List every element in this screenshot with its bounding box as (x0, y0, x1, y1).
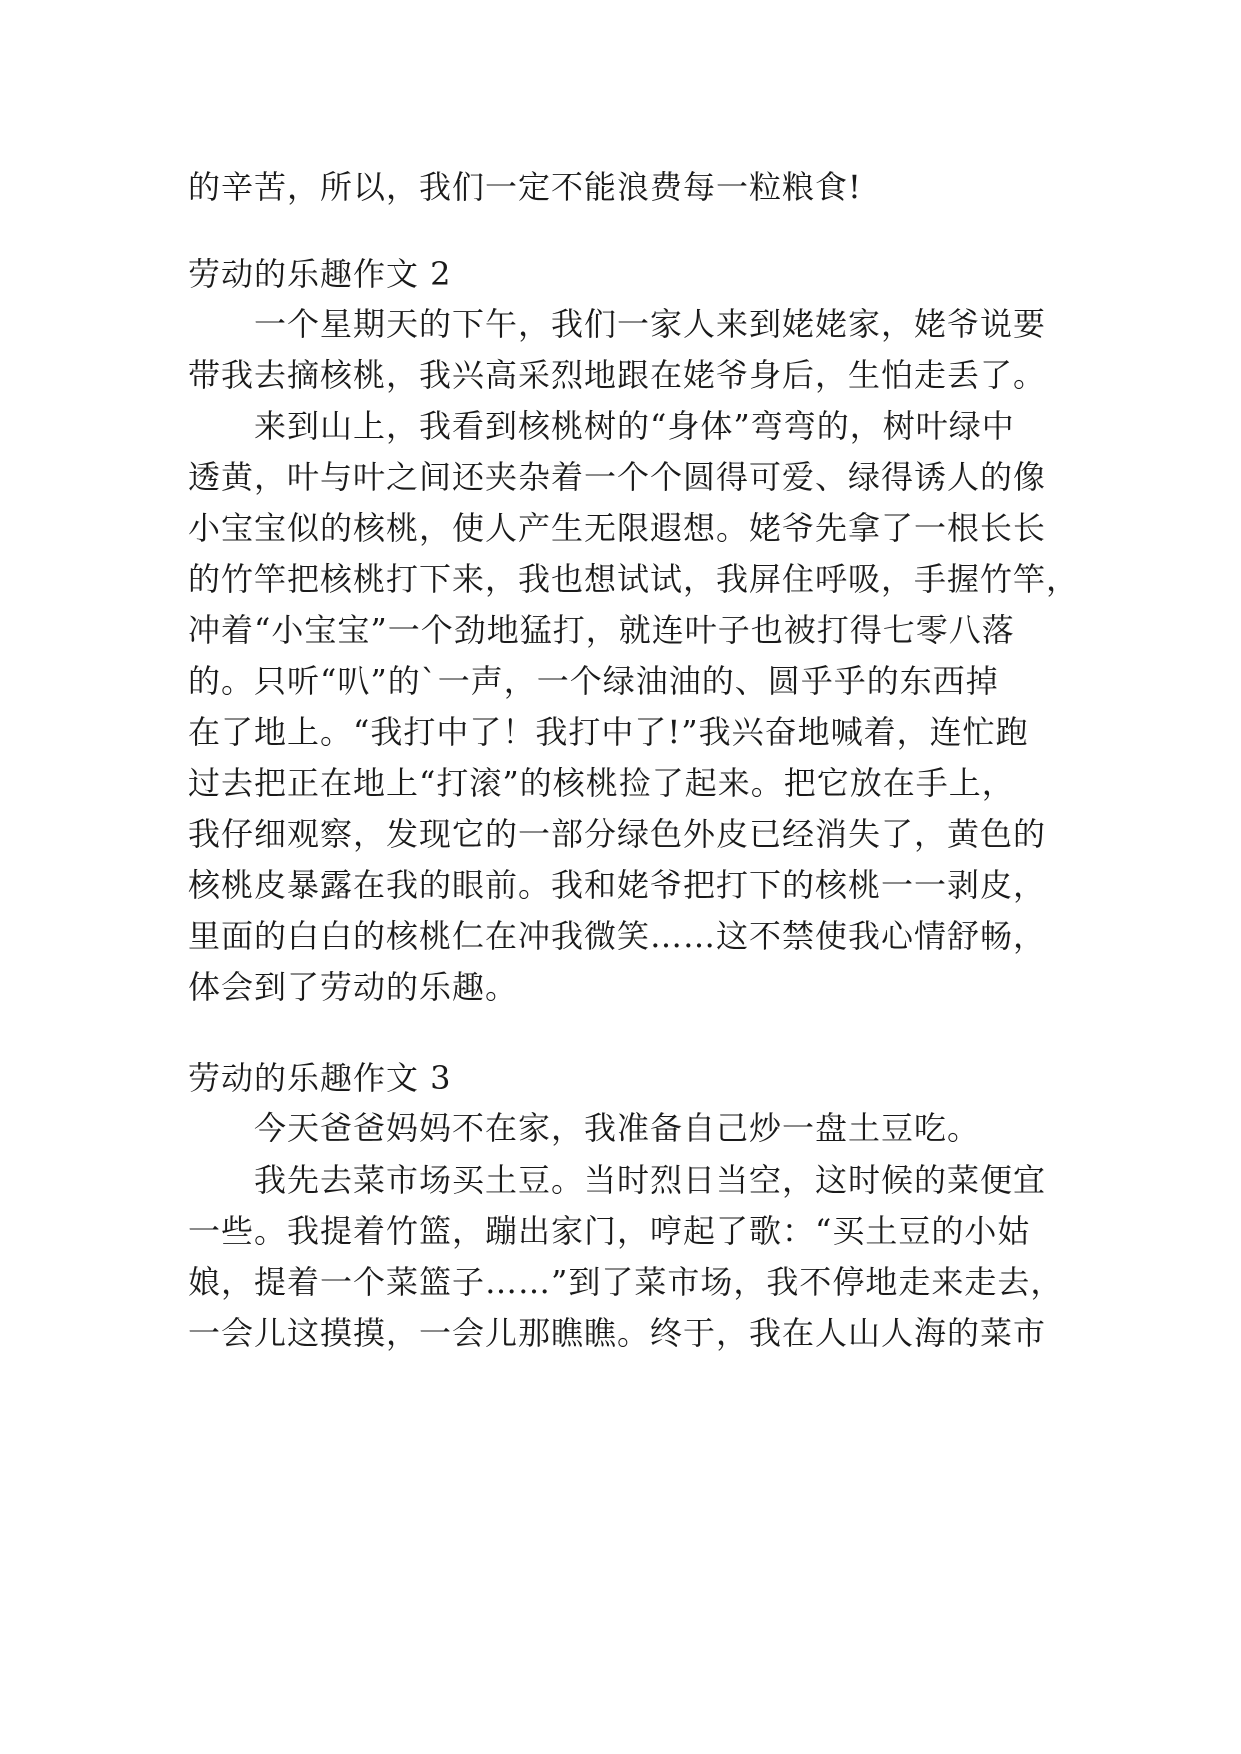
paragraph-line: 带我去摘核桃，我兴高采烈地跟在姥爷身后，生怕走丢了。 (188, 356, 1047, 394)
paragraph-line: 过去把正在地上“打滚”的核桃捡了起来。把它放在手上， (188, 764, 1015, 802)
section-heading: 劳动的乐趣作文 3 (188, 1059, 452, 1097)
paragraph-line: 体会到了劳动的乐趣。 (188, 968, 519, 1006)
paragraph-line: 的。只听“叭”的`一声，一个绿油油的、圆乎乎的东西掉 (188, 662, 999, 700)
paragraph-line: 的辛苦，所以，我们一定不能浪费每一粒粮食! (188, 168, 862, 206)
paragraph-line: 核桃皮暴露在我的眼前。我和姥爷把打下的核桃一一剥皮， (188, 866, 1047, 904)
paragraph-line: 小宝宝似的核桃，使人产生无限遐想。姥爷先拿了一根长长 (188, 509, 1047, 547)
paragraph-line: 冲着“小宝宝”一个劲地猛打，就连叶子也被打得七零八落 (188, 611, 1015, 649)
paragraph-line: 我先去菜市场买土豆。当时烈日当空，这时候的菜便宜 (254, 1161, 1047, 1199)
paragraph-line: 一些。我提着竹篮，蹦出家门，哼起了歌：“买土豆的小姑 (188, 1212, 1031, 1250)
paragraph-line: 里面的白白的核桃仁在冲我微笑……这不禁使我心情舒畅， (188, 917, 1047, 955)
paragraph-line: 透黄，叶与叶之间还夹杂着一个个圆得可爱、绿得诱人的像 (188, 458, 1047, 496)
paragraph-line: 一个星期天的下午，我们一家人来到姥姥家，姥爷说要 (254, 305, 1047, 343)
paragraph-line: 娘，提着一个菜篮子……”到了菜市场，我不停地走来走去， (188, 1263, 1064, 1301)
paragraph-line: 在了地上。“我打中了！我打中了!”我兴奋地喊着，连忙跑 (188, 713, 1029, 751)
paragraph-line: 的竹竿把核桃打下来，我也想试试，我屏住呼吸，手握竹竿， (188, 560, 1080, 598)
paragraph-line: 一会儿这摸摸，一会儿那瞧瞧。终于，我在人山人海的菜市 (188, 1314, 1047, 1352)
paragraph-line: 我仔细观察，发现它的一部分绿色外皮已经消失了，黄色的 (188, 815, 1047, 853)
section-heading: 劳动的乐趣作文 2 (188, 255, 452, 293)
paragraph-line: 今天爸爸妈妈不在家，我准备自己炒一盘土豆吃。 (254, 1109, 981, 1147)
paragraph-line: 来到山上，我看到核桃树的“身体”弯弯的，树叶绿中 (254, 407, 1015, 445)
